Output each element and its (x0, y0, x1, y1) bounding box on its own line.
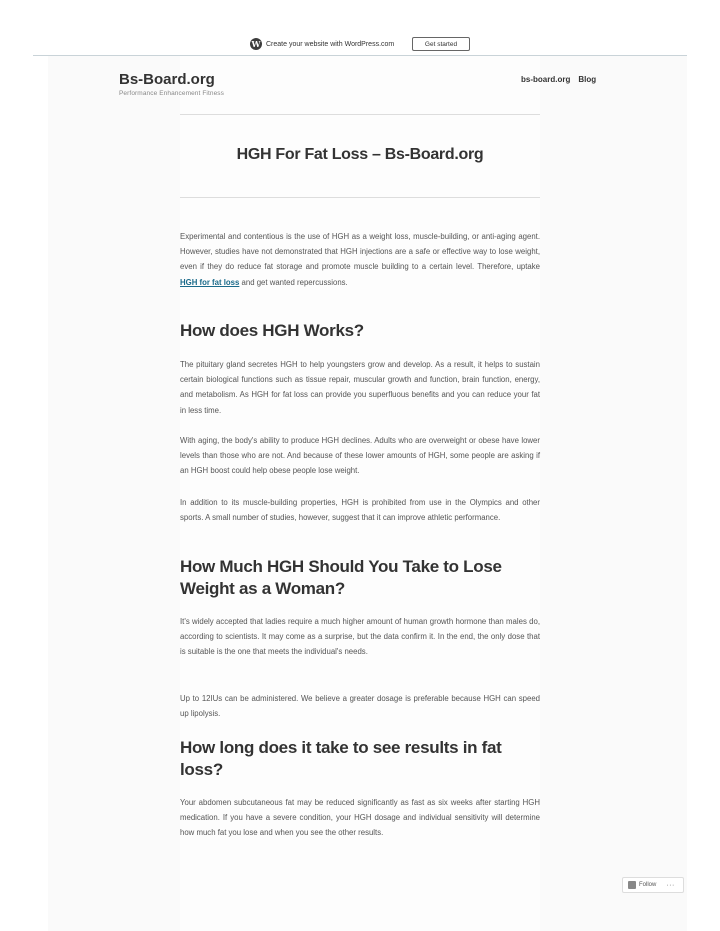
woman-p1-wrap (180, 614, 540, 660)
heading-how-hgh-works: How does HGH Works? (180, 321, 364, 340)
follow-label: Follow (639, 882, 657, 888)
nav-item-home[interactable]: bs-board.org (521, 75, 571, 84)
nav-item-blog[interactable]: Blog (578, 75, 597, 84)
more-options-icon[interactable]: ··· (666, 881, 675, 889)
site-tagline: Performance Enhancement Fitness (119, 90, 224, 97)
wordpress-promo-text[interactable]: Create your website with WordPress.com (266, 40, 395, 48)
heading-hgh-for-women: How Much HGH Should You Take to Lose Weight as a Woman? (180, 557, 502, 598)
works-p1-wrap (180, 357, 540, 418)
site-nav (521, 75, 596, 84)
hgh-for-fat-loss-link[interactable]: HGH for fat loss (180, 277, 240, 287)
site-title[interactable]: Bs-Board.org (119, 71, 215, 88)
wordpress-promo[interactable] (250, 37, 394, 51)
intro-paragraph (180, 229, 540, 290)
works-p3-wrap (180, 495, 540, 525)
intro-text-before: Experimental and contentious is the use of HGH as a weight loss, muscle-building, or anti-aging agent. However, studies have not demonstrated that HGH injections are a safe or effective way to lose weight, even if they do reduce fat storage and promote muscle building to a certain level. Therefore, uptake (180, 232, 540, 272)
results-p1-wrap (180, 795, 540, 841)
works-heading-wrap (180, 320, 540, 342)
header-divider (180, 114, 540, 115)
wordpress-logo-icon: W (251, 39, 261, 49)
follow-icon (628, 881, 636, 889)
post-title: HGH For Fat Loss – Bs-Board.org (236, 146, 484, 163)
results-heading-wrap (180, 737, 540, 781)
woman-paragraph-2: Up to 12IUs can be administered. We believe a greater dosage is preferable because HGH can speed up lipolysis. (180, 694, 540, 719)
works-paragraph-3: In addition to its muscle-building properties, HGH is prohibited from use in the Olympics and other sports. A small number of studies, however, suggest that it can improve athletic performance. (180, 498, 540, 523)
get-started-button[interactable]: Get started (412, 37, 470, 51)
title-divider (180, 197, 540, 198)
heading-results-timeline: How long does it take to see results in fat loss? (180, 738, 502, 779)
woman-p2-wrap (180, 691, 540, 721)
woman-heading-wrap (180, 556, 540, 600)
wordpress-promo-bar (0, 0, 720, 56)
works-paragraph-2: With aging, the body's ability to produce HGH declines. Adults who are overweight or obese have lower levels than those who are not. And because of these lower amounts of HGH, some people are asking if an HGH boost could help obese people lose weight. (180, 436, 540, 476)
follow-button[interactable] (622, 877, 684, 893)
results-paragraph-1: Your abdomen subcutaneous fat may be reduced significantly as fast as six weeks after starting HGH medication. If you have a severe condition, your HGH dosage and individual sensitivity will determine how much fat you lose and when you see the other results. (180, 798, 540, 838)
woman-paragraph-1: It's widely accepted that ladies require a much higher amount of human growth hormone than males do, according to scientists. It may come as a surprise, but the data confirm it. In the end, the only dose that is suitable is the one that meets the individual's needs. (180, 617, 540, 657)
works-paragraph-1: The pituitary gland secretes HGH to help youngsters grow and develop. As a result, it helps to sustain certain biological functions such as tissue repair, muscular growth and function, brain function, energy, and metabolism. As HGH for fat loss can provide you superfluous benefits and you can reduce your fat in less time. (180, 360, 540, 415)
intro-text-after: and get wanted repercussions. (239, 277, 348, 287)
intro-section (180, 229, 540, 290)
works-p2-wrap (180, 433, 540, 479)
